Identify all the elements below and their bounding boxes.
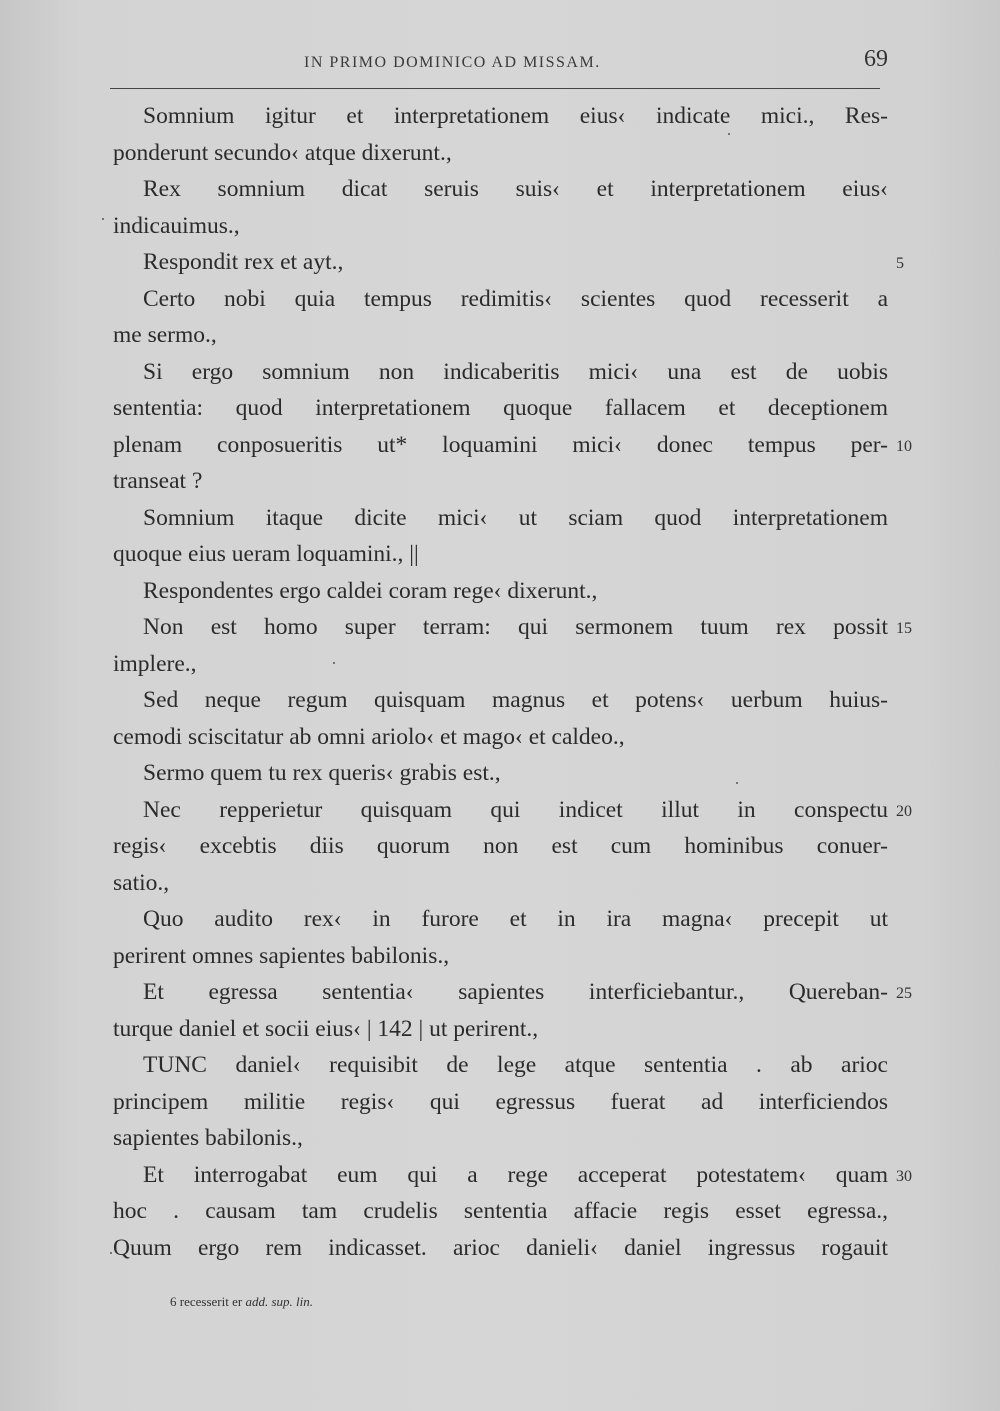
text-line: indicauimus., (113, 212, 240, 239)
footnote-italic: add. sup. lin. (245, 1294, 313, 1309)
paper-speck (736, 782, 738, 784)
line-number: 25 (896, 985, 912, 1002)
text-line: cemodi sciscitatur ab omni ariolo‹ et mago‹ et caldeo., (113, 723, 625, 750)
text-line: Et interrogabat eum qui a rege acceperat potestatem‹ quam (143, 1161, 888, 1188)
text-line: plenam conposueritis ut* loquamini mici‹ donec tempus per- (113, 431, 888, 458)
text-line: principem militie regis‹ qui egressus fuerat ad interficiendos (113, 1088, 888, 1115)
text-line: Respondentes ergo caldei coram rege‹ dixerunt., (143, 577, 598, 604)
text-line: sententia: quod interpretationem quoque fallacem et deceptionem (113, 395, 888, 421)
text-line: Sed neque regum quisquam magnus et potens‹ uerbum huius- (143, 687, 888, 713)
text-line: Rex somnium dicat seruis suis‹ et interpretationem eius‹ (143, 176, 888, 202)
text-line: perirent omnes sapientes babilonis., (113, 942, 450, 969)
text-line: me sermo., (113, 322, 217, 348)
paper-speck (110, 1252, 112, 1254)
paper-speck (333, 662, 335, 664)
text-line: Certo nobi quia tempus redimitis‹ scientes quod recesserit a (143, 285, 888, 312)
text-line: Non est homo super terram: qui sermonem tuum rex possit (143, 614, 888, 640)
text-line: implere., (113, 650, 197, 677)
text-line: Quum ergo rem indicasset. arioc danieli‹ daniel ingressus rogauit (113, 1234, 888, 1261)
text-line: ponderunt secundo‹ atque dixerunt., (113, 139, 452, 166)
line-number: 20 (896, 802, 912, 820)
text-line: turque daniel et socii eius‹ | 142 | ut perirent., (113, 1015, 539, 1042)
text-line: Respondit rex et ayt., (143, 249, 344, 275)
page-number: 69 (864, 46, 888, 72)
text-line: Somnium itaque dicite mici‹ ut sciam quod interpretationem (143, 504, 888, 531)
text-line: Si ergo somnium non indicaberitis mici‹ una est de uobis (143, 358, 888, 385)
footnote (170, 1294, 313, 1310)
text-line: regis‹ excebtis diis quorum non est cum hominibus conuer- (113, 833, 888, 859)
text-line: hoc . causam tam crudelis sententia affacie regis esset egressa., (113, 1198, 888, 1224)
line-number: 30 (896, 1167, 912, 1185)
paper-speck (102, 218, 104, 220)
text-line: Nec repperietur quisquam qui indicet illut in conspectu (143, 796, 888, 823)
text-line: TUNC daniel‹ requisibit de lege atque sententia . ab arioc (143, 1052, 888, 1078)
text-line: transeat ? (113, 468, 203, 494)
text-line: quoque eius ueram loquamini., || (113, 541, 419, 567)
line-number: 10 (896, 437, 912, 455)
line-number: 15 (896, 620, 912, 637)
text-line: Quo audito rex‹ in furore et in ira magna‹ precepit ut (143, 906, 888, 932)
footnote-text: 6 recesserit er (170, 1294, 246, 1309)
text-line: Sermo quem tu rex queris‹ grabis est., (143, 760, 501, 786)
text-line: Somnium igitur et interpretationem eius‹ indicate mici., Res- (143, 103, 888, 129)
line-number: 5 (896, 255, 904, 272)
body-text (113, 98, 888, 1266)
text-line: sapientes babilonis., (113, 1125, 303, 1151)
paper-speck (728, 133, 730, 135)
running-title: IN PRIMO DOMINICO AD MISSAM. (304, 54, 601, 71)
text-line: satio., (113, 869, 170, 896)
text-line: Et egressa sententia‹ sapientes interficiebantur., Quereban- (143, 979, 888, 1005)
header-rule (110, 88, 880, 89)
page-header (110, 44, 900, 84)
